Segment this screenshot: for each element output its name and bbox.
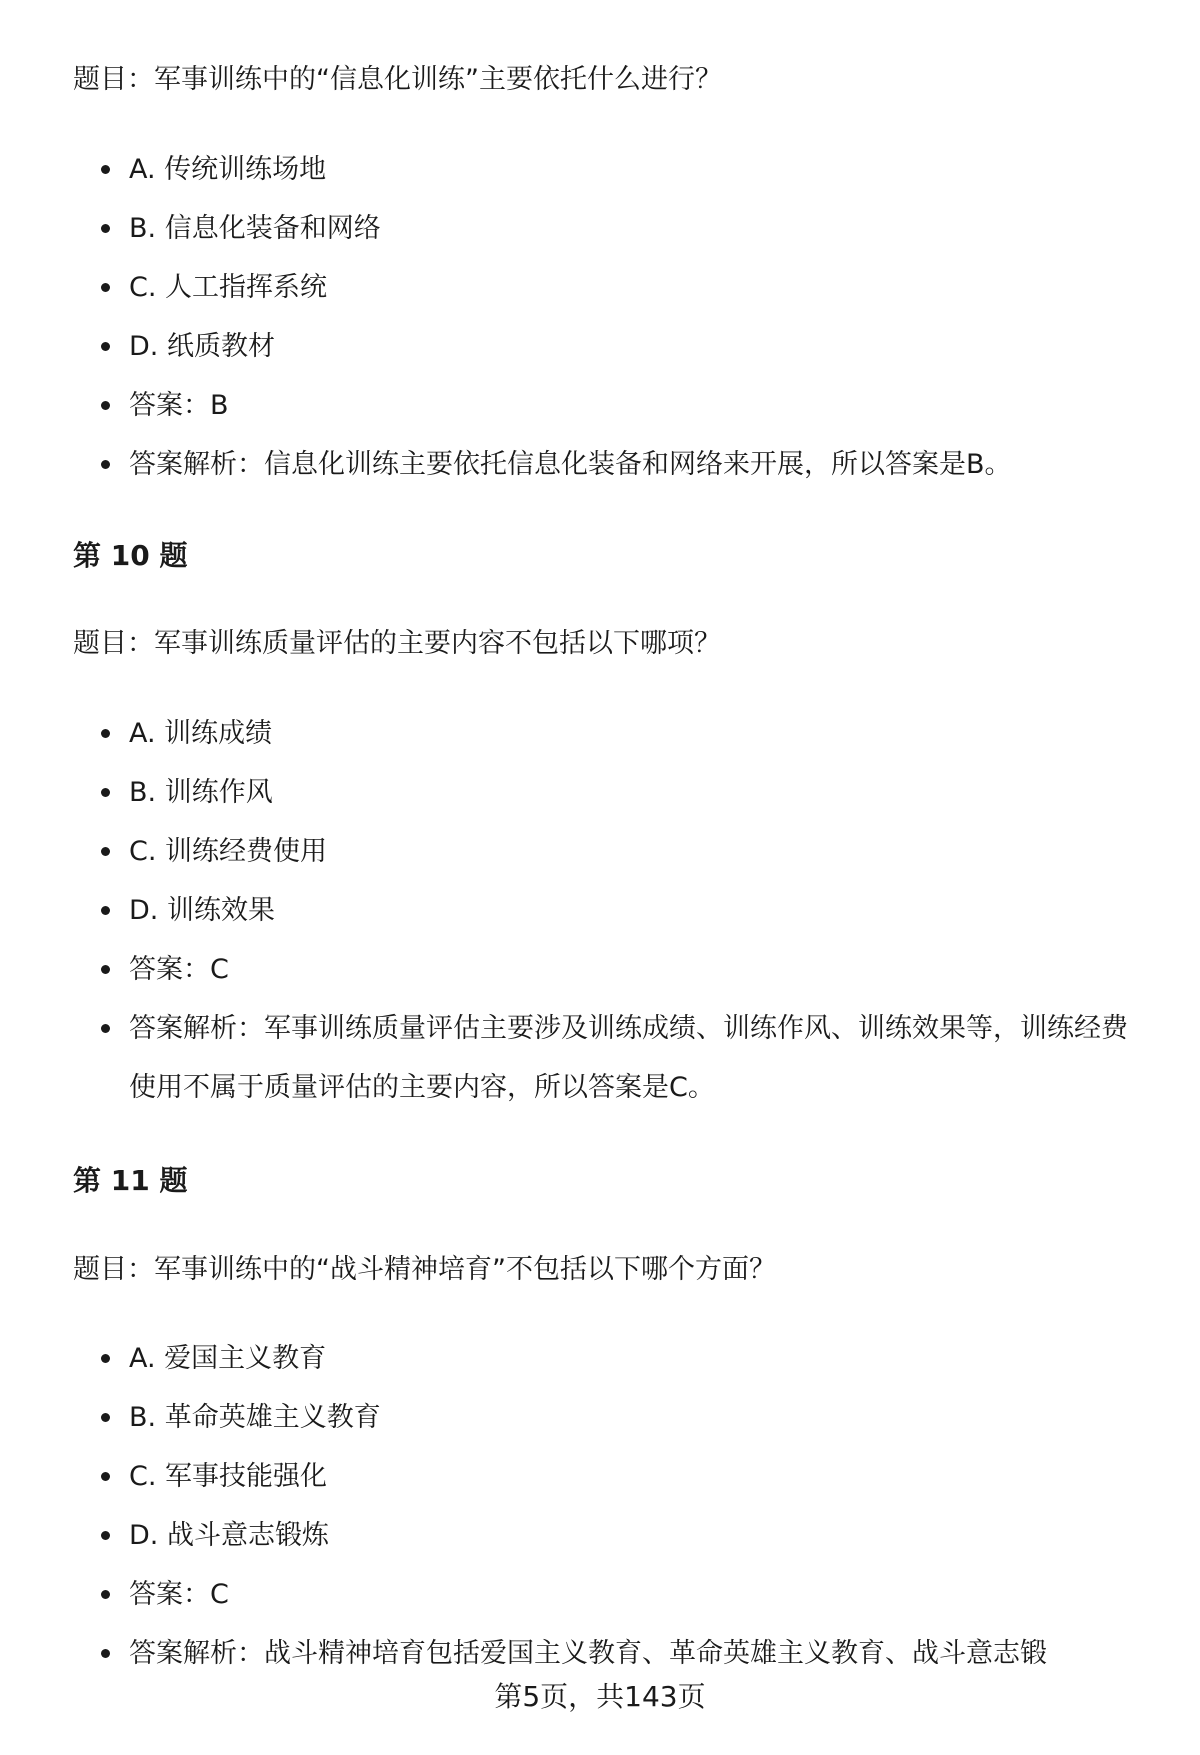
option-a: A. 传统训练场地 (73, 140, 1153, 199)
options-list (73, 1329, 1153, 1683)
option-b: B. 革命英雄主义教育 (73, 1388, 1153, 1447)
question-title: 题目：军事训练质量评估的主要内容不包括以下哪项？ (73, 628, 721, 659)
page-number-footer: 第5页，共143页 (494, 1680, 706, 1713)
options-list (73, 140, 1153, 494)
answer-explanation: 答案解析：信息化训练主要依托信息化装备和网络来开展，所以答案是B。 (73, 435, 1153, 494)
options-list (73, 704, 1153, 1117)
option-c: C. 人工指挥系统 (73, 258, 1153, 317)
option-d: D. 纸质教材 (73, 317, 1153, 376)
question-9-options (73, 140, 1153, 494)
question-title: 题目：军事训练中的“战斗精神培育”不包括以下哪个方面？ (73, 1254, 776, 1285)
question-10 (73, 624, 1153, 664)
option-a: A. 训练成绩 (73, 704, 1153, 763)
option-d: D. 训练效果 (73, 881, 1153, 940)
question-11-heading-block (73, 1161, 1153, 1201)
option-a: A. 爱国主义教育 (73, 1329, 1153, 1388)
option-c: C. 训练经费使用 (73, 822, 1153, 881)
question-11-options (73, 1329, 1153, 1683)
question-10-heading-block (73, 536, 1153, 576)
answer: 答案：C (73, 940, 1153, 999)
answer-explanation: 答案解析：军事训练质量评估主要涉及训练成绩、训练作风、训练效果等，训练经费使用不属于质量评估的主要内容，所以答案是C。 (73, 999, 1153, 1117)
option-d: D. 战斗意志锻炼 (73, 1506, 1153, 1565)
option-b: B. 信息化装备和网络 (73, 199, 1153, 258)
option-c: C. 军事技能强化 (73, 1447, 1153, 1506)
answer: 答案：B (73, 376, 1153, 435)
question-heading: 第 11 题 (73, 1164, 188, 1197)
question-9 (73, 60, 1153, 100)
answer: 答案：C (73, 1565, 1153, 1624)
question-title: 题目：军事训练中的“信息化训练”主要依托什么进行？ (73, 64, 722, 95)
option-b: B. 训练作风 (73, 763, 1153, 822)
question-heading: 第 10 题 (73, 539, 188, 572)
question-11 (73, 1250, 1153, 1290)
answer-explanation: 答案解析：战斗精神培育包括爱国主义教育、革命英雄主义教育、战斗意志锻 (73, 1624, 1153, 1683)
question-10-options (73, 704, 1153, 1117)
